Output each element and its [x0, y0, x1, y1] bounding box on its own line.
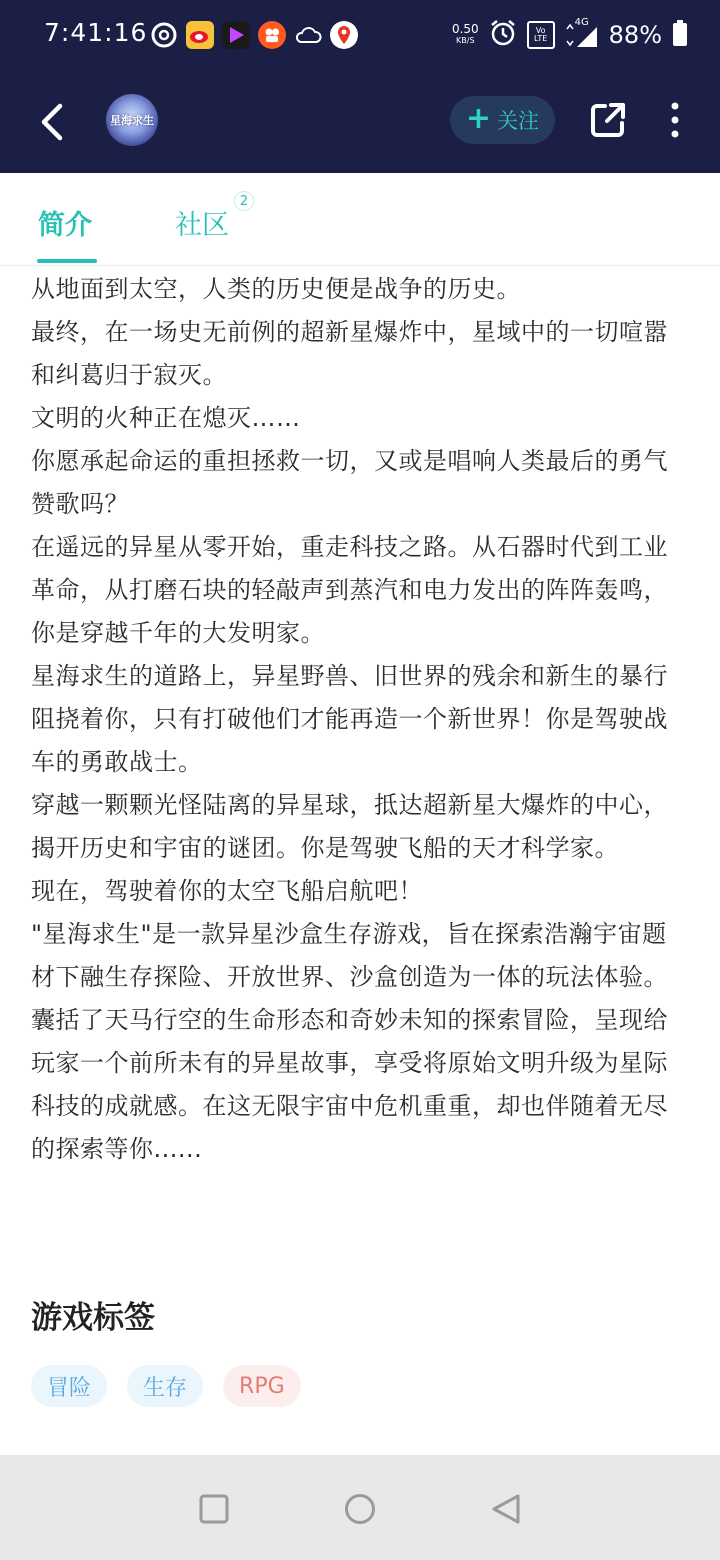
battery-percent: 88% — [608, 21, 662, 49]
cloud-icon — [294, 21, 322, 49]
tag-survival[interactable]: 生存 — [127, 1365, 203, 1407]
description-paragraph: 从地面到太空，人类的历史便是战争的历史。 — [31, 275, 521, 303]
description-paragraph: 在遥远的异星从零开始，重走科技之路。从石器时代到工业革命，从打磨石块的轻敲声到蒸汽和电力发出的阵阵轰鸣，你是穿越千年的大发明家。 — [31, 533, 668, 647]
back-nav-button[interactable] — [488, 1491, 524, 1527]
weibo-icon — [186, 21, 214, 49]
description-paragraph: 星海求生的道路上，异星野兽、旧世界的残余和新生的暴行阻挠着你，只有打破他们才能再造一个新世界！你是驾驶战车的勇敢战士。 — [31, 662, 668, 776]
triangle-back-icon — [488, 1491, 524, 1527]
signal-icon — [565, 17, 599, 49]
tag-adventure[interactable]: 冒险 — [31, 1365, 107, 1407]
description-paragraph: "星海求生"是一款异星沙盒生存游戏，旨在探索浩瀚宇宙题材下融生存探险、开放世界、沙盒创造为一体的玩法体验。囊括了天马行空的生命形态和奇妙未知的探索冒险，呈现给玩家一个前所未有的异星故事，享受将原始文明升级为星际科技的成就感。在这无限宇宙中危机重重，却也伴随着无尽的探索等你...... — [31, 920, 668, 1163]
community-badge: 2 — [234, 191, 254, 211]
game-avatar[interactable] — [106, 94, 158, 146]
volte-label: Vo LTE — [534, 26, 548, 43]
game-description — [31, 268, 691, 1171]
network-speed-value: 0.50 — [451, 22, 479, 36]
back-button[interactable] — [30, 100, 74, 144]
baidu-maps-icon — [330, 21, 358, 49]
battery-icon — [672, 19, 688, 51]
game-tags-list — [31, 1365, 301, 1407]
network-type: 4G — [574, 17, 589, 28]
tag-rpg[interactable]: RPG — [223, 1365, 301, 1407]
network-speed-unit: KB/S — [456, 36, 475, 45]
tab-intro[interactable]: 简介 — [38, 210, 92, 241]
kuaishou-icon — [258, 21, 286, 49]
status-time: 7:41:16 — [44, 18, 148, 47]
avatar-logo-text: 星海求生 — [110, 114, 154, 127]
tab-bar — [0, 173, 720, 266]
app-header — [0, 70, 720, 173]
square-icon — [196, 1491, 232, 1527]
circle-icon — [342, 1491, 378, 1527]
system-nav-bar — [0, 1455, 720, 1560]
plus-icon: + — [465, 100, 492, 136]
chevron-left-icon — [30, 100, 74, 144]
more-options-button[interactable] — [662, 100, 688, 140]
share-icon — [588, 100, 628, 140]
tab-community[interactable]: 社区 — [175, 210, 229, 241]
volte-icon — [527, 21, 555, 49]
home-button[interactable] — [342, 1491, 378, 1527]
alarm-icon — [489, 19, 517, 51]
share-button[interactable] — [588, 100, 628, 140]
recent-apps-button[interactable] — [196, 1491, 232, 1527]
active-tab-indicator — [37, 259, 97, 263]
status-right — [452, 18, 688, 52]
description-paragraph: 文明的火种正在熄灭…… — [31, 404, 301, 432]
netease-music-icon — [150, 21, 178, 49]
video-app-icon — [222, 21, 250, 49]
game-tags-heading: 游戏标签 — [31, 1300, 155, 1336]
description-paragraph: 最终，在一场史无前例的超新星爆炸中，星域中的一切喧嚣和纠葛归于寂灭。 — [31, 318, 668, 389]
description-paragraph: 现在，驾驶着你的太空飞船启航吧！ — [31, 877, 423, 905]
notification-icons — [150, 20, 358, 50]
follow-button[interactable] — [450, 96, 555, 144]
more-vertical-icon — [662, 100, 688, 140]
description-paragraph: 穿越一颗颗光怪陆离的异星球，抵达超新星大爆炸的中心，揭开历史和宇宙的谜团。你是驾驶飞船的天才科学家。 — [31, 791, 668, 862]
network-speed — [452, 23, 479, 47]
follow-label: 关注 — [497, 109, 540, 133]
description-paragraph: 你愿承起命运的重担拯救一切，又或是唱响人类最后的勇气赞歌吗？ — [31, 447, 668, 518]
status-bar — [0, 0, 720, 70]
